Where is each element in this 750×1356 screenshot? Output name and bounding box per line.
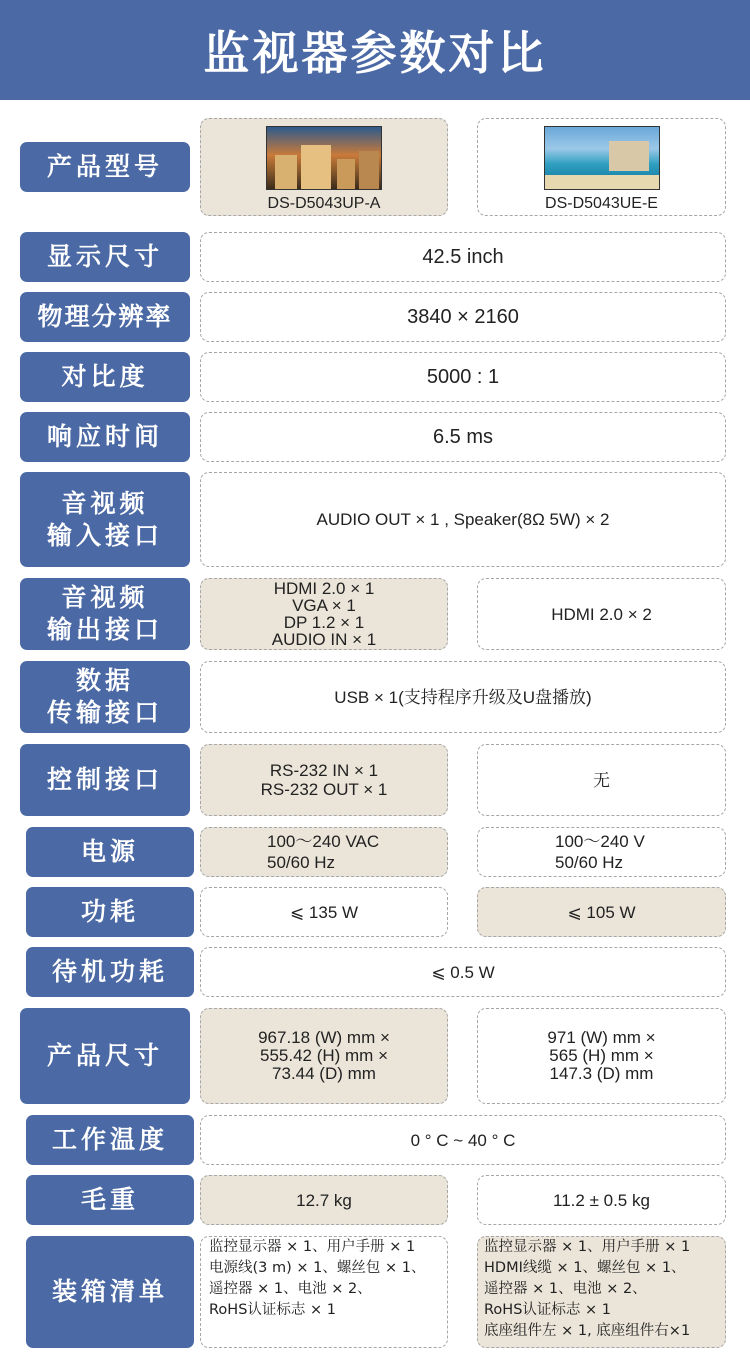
cell-av-output-b: HDMI 2.0 × 2 [477,578,726,650]
model-b-name: DS-D5043UE-E [545,195,658,212]
cell-model-b [477,118,726,216]
cell-dimensions-a: 967.18 (W) mm × 555.42 (H) mm × 73.44 (D) mm [200,1008,448,1104]
cell-control-b: 无 [477,744,726,816]
cell-power-a: 100～240 VAC 50/60 Hz [200,827,448,877]
cell-power-consumption-a: ⩽ 135 W [200,887,448,937]
cell-standby-power: ⩽ 0.5 W [200,947,726,997]
cell-control-a: RS-232 IN × 1 RS-232 OUT × 1 [200,744,448,816]
label-contrast: 对比度 [20,352,190,402]
label-model: 产品型号 [20,142,190,192]
cell-power-consumption-b: ⩽ 105 W [477,887,726,937]
label-power-consumption: 功耗 [26,887,194,937]
cell-contrast: 5000 : 1 [200,352,726,402]
label-packing-list: 装箱清单 [26,1236,194,1348]
label-resolution: 物理分辨率 [20,292,190,342]
cell-packing-list-b: 监控显示器 × 1、用户手册 × 1 HDMI线缆 × 1、螺丝包 × 1、 遥控器 × 1、电池 × 2、 RoHS认证标志 × 1 底座组件左 × 1, 底座组件右×1 [477,1236,726,1348]
cell-data-interface: USB × 1(支持程序升级及U盘播放) [200,661,726,733]
cell-power-b: 100～240 V 50/60 Hz [477,827,726,877]
label-control-interface: 控制接口 [20,744,190,816]
cell-operating-temp: 0 ° C ~ 40 ° C [200,1115,726,1165]
cell-display-size: 42.5 inch [200,232,726,282]
label-standby-power: 待机功耗 [26,947,194,997]
label-gross-weight: 毛重 [26,1175,194,1225]
cell-dimensions-b: 971 (W) mm × 565 (H) mm × 147.3 (D) mm [477,1008,726,1104]
cell-model-a [200,118,448,216]
label-response-time: 响应时间 [20,412,190,462]
label-power-supply: 电源 [26,827,194,877]
monitor-b-image [544,126,660,190]
label-display-size: 显示尺寸 [20,232,190,282]
cell-packing-list-a: 监控显示器 × 1、用户手册 × 1 电源线(3 m) × 1、螺丝包 × 1、 遥控器 × 1、电池 × 2、 RoHS认证标志 × 1 [200,1236,448,1348]
cell-gross-weight-b: 11.2 ± 0.5 kg [477,1175,726,1225]
cell-response-time: 6.5 ms [200,412,726,462]
cell-av-output-a: HDMI 2.0 × 1 VGA × 1 DP 1.2 × 1 AUDIO IN × 1 [200,578,448,650]
cell-gross-weight-a: 12.7 kg [200,1175,448,1225]
monitor-a-image [266,126,382,190]
label-operating-temp: 工作温度 [26,1115,194,1165]
page-title: 监视器参数对比 [0,0,750,100]
model-a-name: DS-D5043UP-A [267,195,381,212]
label-av-input: 音视频 输入接口 [20,472,190,567]
label-data-interface: 数据 传输接口 [20,661,190,733]
cell-resolution: 3840 × 2160 [200,292,726,342]
label-av-output: 音视频 输出接口 [20,578,190,650]
cell-av-input: AUDIO OUT × 1 , Speaker(8Ω 5W) × 2 [200,472,726,567]
label-product-dimensions: 产品尺寸 [20,1008,190,1104]
